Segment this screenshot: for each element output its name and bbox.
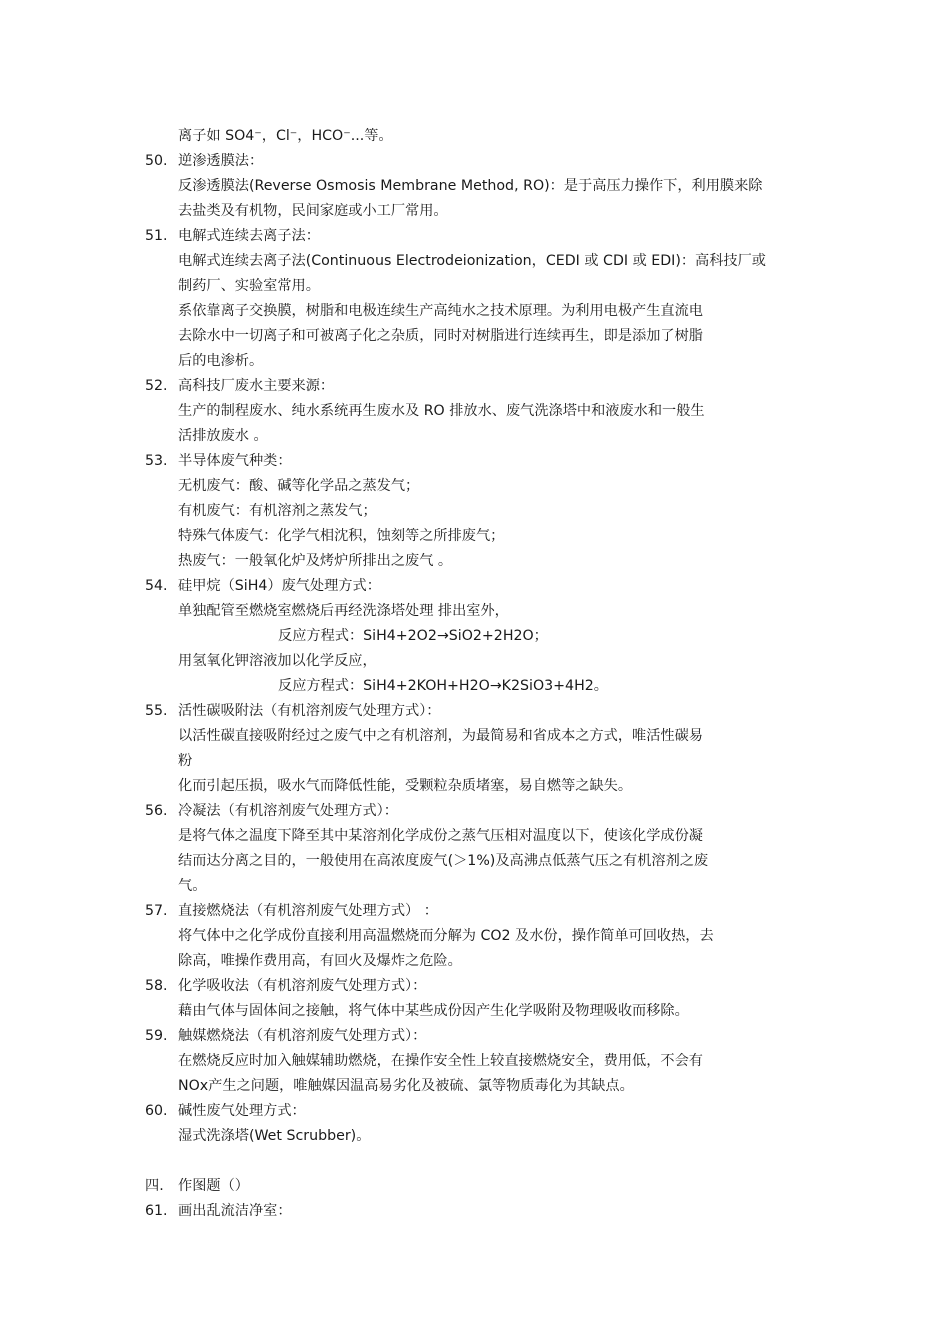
line-text: 单独配管至燃烧室燃烧后再经洗涤塔处理 排出室外， — [178, 603, 509, 619]
line-text: 电解式连续去离子法(Continuous Electrodeionization，CEDI 或 CDI 或 EDI)：高科技厂或 — [178, 253, 766, 269]
line-text: 用氢氧化钾溶液加以化学反应， — [178, 653, 377, 669]
paragraph-line — [0, 424, 950, 449]
line-text: 制药厂、实验室常用。 — [178, 278, 320, 294]
line-text: 藉由气体与固体间之接触，将气体中某些成份因产生化学吸附及物理吸收而移除。 — [178, 1003, 689, 1019]
paragraph-line — [0, 674, 950, 699]
line-text: 气。 — [178, 878, 207, 894]
list-item — [0, 224, 950, 249]
item-heading: 碱性废气处理方式： — [178, 1103, 306, 1119]
list-item — [0, 449, 950, 474]
list-item — [0, 1174, 950, 1199]
paragraph-line — [0, 949, 950, 974]
item-heading: 化学吸收法（有机溶剂废气处理方式）： — [178, 978, 427, 994]
paragraph-line — [0, 499, 950, 524]
paragraph-line — [0, 749, 950, 774]
item-number: 四. — [145, 1178, 164, 1194]
line-text: 后的电渗析。 — [178, 353, 264, 369]
item-number: 53. — [145, 453, 168, 469]
item-heading: 硅甲烷（SiH4）废气处理方式： — [178, 578, 381, 594]
line-text: 是将气体之温度下降至其中某溶剂化学成份之蒸气压相对温度以下，使该化学成份凝 — [178, 828, 703, 844]
line-text: 反渗透膜法(Reverse Osmosis Membrane Method, RO)：是于高压力操作下，利用膜来除 — [178, 178, 763, 194]
paragraph-line — [0, 124, 950, 149]
item-number: 61. — [145, 1203, 168, 1219]
item-number: 58. — [145, 978, 168, 994]
paragraph-line — [0, 599, 950, 624]
list-item — [0, 699, 950, 724]
paragraph-line — [0, 649, 950, 674]
line-text: NOx产生之问题，唯触媒因温高易劣化及被硫、氯等物质毒化为其缺点。 — [178, 1078, 634, 1094]
item-heading: 活性碳吸附法（有机溶剂废气处理方式）： — [178, 703, 441, 719]
line-text: 湿式洗涤塔(Wet Scrubber)。 — [178, 1128, 371, 1144]
line-text: 将气体中之化学成份直接利用高温燃烧而分解为 CO2 及水份，操作简单可回收热，去 — [178, 928, 714, 944]
list-item — [0, 799, 950, 824]
paragraph-line — [0, 824, 950, 849]
item-number: 56. — [145, 803, 168, 819]
paragraph-line — [0, 474, 950, 499]
line-text: 以活性碳直接吸附经过之废气中之有机溶剂，为最简易和省成本之方式，唯活性碳易 — [178, 728, 703, 744]
line-text: 在燃烧反应时加入触媒辅助燃烧，在操作安全性上较直接燃烧安全，费用低，不会有 — [178, 1053, 703, 1069]
paragraph-line — [0, 274, 950, 299]
paragraph-line — [0, 349, 950, 374]
line-text: 离子如 SO4⁻，Cl⁻，HCO⁻...等。 — [178, 128, 393, 144]
list-item — [0, 899, 950, 924]
item-heading: 画出乱流洁净室： — [178, 1203, 292, 1219]
paragraph-line — [0, 399, 950, 424]
paragraph-line — [0, 874, 950, 899]
paragraph-line — [0, 774, 950, 799]
line-text: 结而达分离之目的，一般使用在高浓度废气(＞1%)及高沸点低蒸气压之有机溶剂之废 — [178, 853, 709, 869]
paragraph-line — [0, 849, 950, 874]
line-text: 无机废气：酸、碱等化学品之蒸发气； — [178, 478, 420, 494]
item-number: 57. — [145, 903, 168, 919]
line-text: 反应方程式：SiH4+2O2→SiO2+2H2O； — [278, 628, 548, 644]
line-text: 粉 — [178, 753, 193, 769]
item-heading: 触媒燃烧法（有机溶剂废气处理方式）： — [178, 1028, 427, 1044]
paragraph-line — [0, 924, 950, 949]
item-number: 55. — [145, 703, 168, 719]
line-text: 反应方程式：SiH4+2KOH+H2O→K2SiO3+4H2。 — [278, 678, 608, 694]
paragraph-line — [0, 524, 950, 549]
line-text: 去除水中一切离子和可被离子化之杂质，同时对树脂进行连续再生，即是添加了树脂 — [178, 328, 703, 344]
list-item — [0, 374, 950, 399]
line-text: 活排放废水 。 — [178, 428, 268, 444]
line-text: 有机废气：有机溶剂之蒸发气； — [178, 503, 377, 519]
paragraph-line — [0, 324, 950, 349]
line-text: 去盐类及有机物，民间家庭或小工厂常用。 — [178, 203, 448, 219]
item-number: 52. — [145, 378, 168, 394]
item-number: 54. — [145, 578, 168, 594]
list-item — [0, 1099, 950, 1124]
list-item — [0, 574, 950, 599]
line-text: 除高，唯操作费用高，有回火及爆炸之危险。 — [178, 953, 462, 969]
paragraph-line — [0, 199, 950, 224]
paragraph-line — [0, 249, 950, 274]
item-heading: 冷凝法（有机溶剂废气处理方式）： — [178, 803, 398, 819]
list-item — [0, 1199, 950, 1224]
paragraph-line — [0, 724, 950, 749]
line-text: 系依靠离子交换膜，树脂和电极连续生产高纯水之技术原理。为利用电极产生直流电 — [178, 303, 703, 319]
item-number: 51. — [145, 228, 168, 244]
paragraph-line — [0, 174, 950, 199]
paragraph-line — [0, 624, 950, 649]
item-heading: 直接燃烧法（有机溶剂废气处理方式） ： — [178, 903, 438, 919]
item-heading: 半导体废气种类： — [178, 453, 292, 469]
blank-line — [0, 1149, 950, 1174]
list-item — [0, 974, 950, 999]
paragraph-line — [0, 1049, 950, 1074]
item-heading: 高科技厂废水主要来源： — [178, 378, 335, 394]
document-body — [0, 124, 950, 1224]
line-text: 特殊气体废气：化学气相沈积，蚀刻等之所排废气； — [178, 528, 505, 544]
line-text: 生产的制程废水、纯水系统再生废水及 RO 排放水、废气洗涤塔中和液废水和一般生 — [178, 403, 705, 419]
paragraph-line — [0, 999, 950, 1024]
paragraph-line — [0, 1074, 950, 1099]
paragraph-line — [0, 299, 950, 324]
item-heading: 逆渗透膜法： — [178, 153, 264, 169]
item-number: 59. — [145, 1028, 168, 1044]
list-item — [0, 1024, 950, 1049]
paragraph-line — [0, 549, 950, 574]
paragraph-line — [0, 1124, 950, 1149]
item-heading: 作图题（） — [178, 1178, 249, 1194]
item-number: 60. — [145, 1103, 168, 1119]
line-text: 热废气：一般氧化炉及烤炉所排出之废气 。 — [178, 553, 453, 569]
line-text: 化而引起压损，吸水气而降低性能，受颗粒杂质堵塞，易自燃等之缺失。 — [178, 778, 633, 794]
item-heading: 电解式连续去离子法： — [178, 228, 320, 244]
list-item — [0, 149, 950, 174]
item-number: 50. — [145, 153, 168, 169]
